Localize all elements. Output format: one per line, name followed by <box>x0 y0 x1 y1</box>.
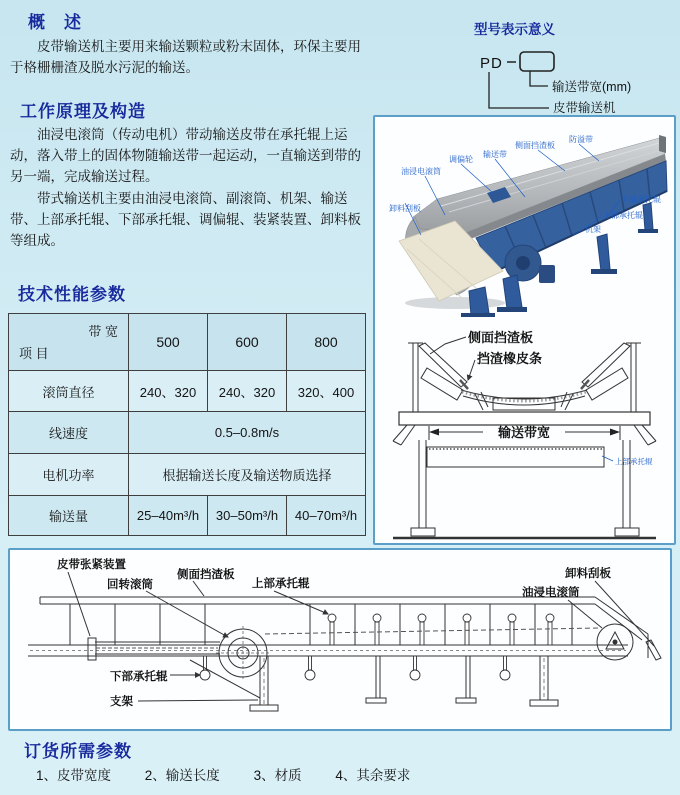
cross-section-drawing <box>375 322 674 548</box>
spec-cell: 240、320 <box>208 371 287 412</box>
side-label-return-drum: 回转滚筒 <box>107 579 153 591</box>
col-header-800: 800 <box>287 314 366 371</box>
spec-cell: 320、400 <box>287 371 366 412</box>
side-label-support: 支架 <box>110 696 133 708</box>
overview-body: 皮带输送机主要用来输送颗粒或粉末固体，环保主要用于格栅栅渣及脱水污泥的输送。 <box>10 39 361 75</box>
ordering-item: 2、输送长度 <box>144 768 220 783</box>
specs-title: 技术性能参数 <box>18 285 126 304</box>
corner-bottom-label: 项 目 <box>19 346 49 361</box>
spec-cell: 0.5–0.8m/s <box>129 412 366 454</box>
side-label-unload-scraper: 卸料刮板 <box>565 568 611 580</box>
spec-cell: 30–50m³/h <box>208 496 287 536</box>
row-label: 滚筒直径 <box>9 371 129 412</box>
cross-label-upper-roller: 上部承托辊 <box>615 457 653 466</box>
row-label: 输送量 <box>9 496 129 536</box>
photo-label-belt: 输送带 <box>483 150 507 159</box>
product-photo <box>375 117 674 317</box>
product-photo-panel <box>373 115 676 545</box>
ordering-items <box>36 764 440 784</box>
table-row <box>9 454 366 496</box>
side-label-tensioner: 皮带张紧装置 <box>57 559 126 571</box>
cross-label-rubber-strip: 挡渣橡皮条 <box>477 351 543 366</box>
principle-paragraph-2: 带式输送机主要由油浸电滚筒、副滚筒、机架、输送带、上部承托辊、下部承托辊、调偏辊、装紧装置、卸料板等组成。 <box>10 191 361 248</box>
model-branch-width: 输送带宽(mm) <box>552 80 632 94</box>
spec-cell: 根据输送长度及输送物质选择 <box>129 454 366 496</box>
spec-cell: 40–70m³/h <box>287 496 366 536</box>
model-designation-diagram <box>452 18 680 118</box>
ordering-item: 1、皮带宽度 <box>36 768 112 783</box>
principle-title: 工作原理及构造 <box>20 102 146 121</box>
cross-label-belt-width: 输送带宽 <box>497 425 551 440</box>
spec-table <box>8 313 366 536</box>
row-label: 电机功率 <box>9 454 129 496</box>
table-row <box>9 371 366 412</box>
col-header-500: 500 <box>129 314 208 371</box>
photo-label-oil-drum: 油浸电滚筒 <box>401 167 441 176</box>
principle-body <box>10 124 370 252</box>
ordering-item: 4、其余要求 <box>335 768 411 783</box>
model-code: PD <box>480 55 503 72</box>
table-row <box>9 412 366 454</box>
row-label: 线速度 <box>9 412 129 454</box>
spec-cell: 240、320 <box>129 371 208 412</box>
cross-label-side-baffle: 侧面挡渣板 <box>468 330 534 345</box>
ordering-item: 3、材质 <box>253 768 302 783</box>
corner-top-label: 带 宽 <box>88 324 118 339</box>
side-label-oil-drum: 油浸电滚筒 <box>522 587 580 599</box>
photo-label-frame: 机架 <box>585 225 601 234</box>
photo-label-side-baffle: 侧面挡渣板 <box>515 141 555 150</box>
model-code-box <box>520 52 554 71</box>
table-row <box>9 496 366 536</box>
side-label-upper-roller: 上部承托辊 <box>252 578 310 590</box>
col-header-600: 600 <box>208 314 287 371</box>
photo-label-unload-scraper: 卸料刮板 <box>389 204 421 213</box>
overview-title: 概 述 <box>28 13 82 32</box>
side-label-lower-roller: 下部承托辊 <box>110 671 168 683</box>
photo-label-upper-roller: 上部承托辊 <box>603 211 643 220</box>
principle-paragraph-1: 油浸电滚筒（传动电机）带动输送皮带在承托辊上运动，落入带上的固体物随输送带一起运动，一直输送到带的另一端，完成输送过程。 <box>10 127 361 184</box>
model-title: 型号表示意义 <box>474 22 555 37</box>
model-branch-machine: 皮带输送机 <box>553 101 616 115</box>
side-view-panel <box>8 548 672 731</box>
side-view-drawing <box>10 550 670 729</box>
side-label-side-baffle: 侧面挡渣板 <box>177 569 235 581</box>
photo-label-lower-roller: 下部承托辊 <box>621 195 661 204</box>
table-corner-cell <box>9 314 129 371</box>
ordering-title: 订货所需参数 <box>24 742 132 761</box>
table-header-row <box>9 314 366 371</box>
spec-cell: 25–40m³/h <box>129 496 208 536</box>
photo-label-overflow-belt: 防溢带 <box>569 135 593 144</box>
photo-label-adjust-wheel: 调偏轮 <box>449 155 473 164</box>
